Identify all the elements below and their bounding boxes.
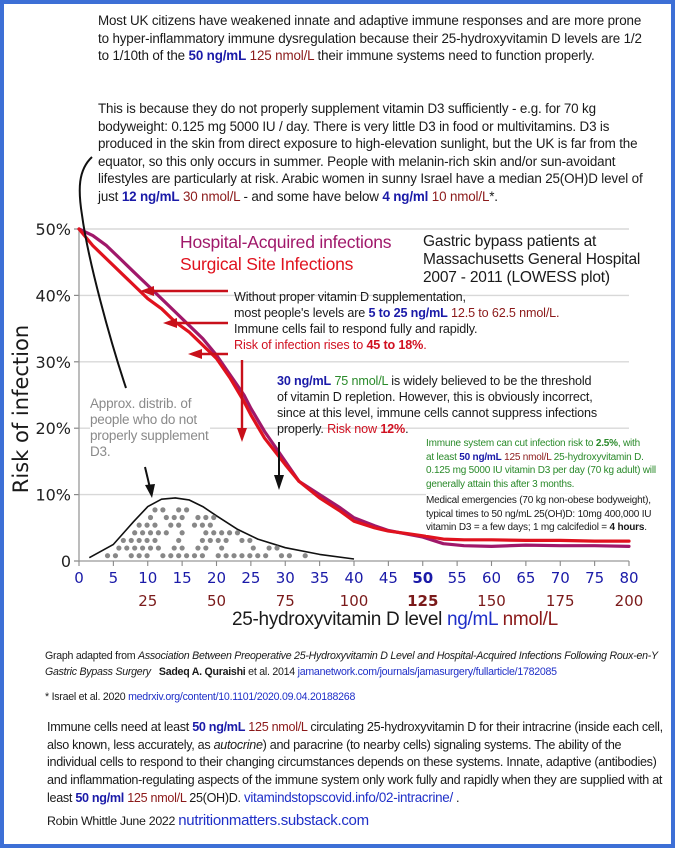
ng-value: 12 ng/mL xyxy=(121,188,180,204)
annotation-text: at least xyxy=(426,451,460,463)
annotation-text: vitamin D3 = a few days; 1 mg calcifediol = xyxy=(426,522,610,533)
citation-link[interactable]: jamanetwork.com/journals/jamasurgery/fullarticle/1782085 xyxy=(297,666,557,678)
x-tick-label-nmol: 50 xyxy=(206,592,227,610)
x-tick-label-ng: 10 xyxy=(138,569,158,587)
intracrine-link[interactable]: vitamindstopscovid.info/02-intracrine/ xyxy=(243,790,453,805)
outro-text: circulating 25-hydroxyvitamin D for their intracrine (inside each cell, also known, less accurately, as xyxy=(47,720,663,752)
annotation-line: of vitamin D repletion. However, this is obviously incorrect, xyxy=(277,390,593,404)
nmol-value: 75 nmol/L xyxy=(331,374,388,388)
x-tick-label-ng: 60 xyxy=(481,569,502,587)
citation-author: Sadeq A. Quraishi xyxy=(158,666,246,678)
nmol-value: 10 nmol/L xyxy=(428,188,490,204)
intro-text: *. xyxy=(489,188,498,204)
annotation-text: 25-hydroxyvitamin D. xyxy=(551,451,644,463)
signature-author: Robin Whittle June 2022 xyxy=(47,814,179,828)
distribution-label: Approx. distrib. of people who do not properly supplement D3. xyxy=(90,396,209,459)
annotation-emergencies xyxy=(426,494,651,535)
intro-text: This is because they do not properly supplement vitamin D3 sufficiently - e.g. for 70 kg bodyweight: 0.125 mg 5000 IU / day. There is very little D3 in food or multivitamins. D3 is produced in the skin from direct exposure to high-elevation sunlight, but the UK is far from the equator, so this only occurs in summer. People with melanin-rich skin and/or sun-avoidant lifestyles are particularly at risk. Arabic women in sunny Israel have a median 25(OH)D level of just xyxy=(98,101,643,204)
intro-text: Most UK citizens have weakened innate and adaptive immune responses and are more prone to hyper-inflammatory immune dysregulation because their 25-hydroxyvitamin D levels are 1/2 to 1/10th of the xyxy=(98,13,642,63)
y-tick-label: 0 xyxy=(60,552,71,571)
ng-value: 5 to 25 ng/mL xyxy=(368,306,448,320)
signature xyxy=(47,812,369,831)
annotation-2-5-percent xyxy=(426,437,656,491)
x-tick-label-ng: 0 xyxy=(74,569,84,587)
annotation-line: Medical emergencies (70 kg non-obese bodyweight), xyxy=(426,495,651,506)
annotation-line: generally attain this after 3 months. xyxy=(426,478,575,490)
risk-value: 12% xyxy=(380,422,406,436)
y-tick-label: 10% xyxy=(35,485,71,505)
x-tick-label-nmol: 25 xyxy=(138,592,158,610)
ng-value: 50 ng/mL xyxy=(459,451,502,463)
nmol-value: 30 nmol/L xyxy=(179,188,240,204)
y-tick-label: 50% xyxy=(35,220,71,239)
footnote-text: * Israel et al. 2020 xyxy=(45,691,129,703)
x-tick-label-ng: 65 xyxy=(516,569,536,587)
x-tick-label-nmol: 100 xyxy=(339,592,369,610)
x-tick-label-ng: 70 xyxy=(550,569,570,587)
x-tick-label-ng: 5 xyxy=(108,569,119,587)
annotation-line: typical times to 50 ng/mL 25(OH)D: 10mg 400,000 IU xyxy=(426,508,652,520)
ng-value: 30 ng/mL xyxy=(277,374,332,388)
x-tick-label-ng: 20 xyxy=(206,569,227,587)
x-tick-label-ng: 50 xyxy=(412,569,434,587)
nmol-value: 125 nmol/L xyxy=(124,791,187,805)
annotation-low-levels xyxy=(234,289,559,353)
x-tick-label-ng: 55 xyxy=(447,569,467,587)
intro-paragraph-2 xyxy=(98,100,658,205)
annotation-text: is widely believed to be the threshold xyxy=(387,374,592,388)
intro-text: their immune systems need to function properly. xyxy=(313,48,595,63)
x-tick-label-nmol: 175 xyxy=(545,592,575,610)
y-axis-label: Risk of infection xyxy=(9,324,33,494)
x-axis-label xyxy=(232,609,558,631)
x-tick-label-nmol: 75 xyxy=(275,592,295,610)
x-tick-label-ng: 45 xyxy=(378,569,398,587)
annotation-line: Immune cells fail to respond fully and rapidly. xyxy=(234,322,478,336)
intro-text: - and some have below xyxy=(239,188,383,204)
x-tick-label-ng: 35 xyxy=(310,569,330,587)
outro-text: . xyxy=(452,791,460,805)
annotation-text: , with xyxy=(617,438,640,449)
annotation-text: . xyxy=(644,522,647,533)
ng-value: 50 ng/mL xyxy=(192,720,246,734)
citation xyxy=(45,648,660,680)
annotation-text: . xyxy=(405,422,409,436)
ng-value: 50 ng/mL xyxy=(188,48,247,63)
x-axis-unit-ng: ng/mL xyxy=(447,609,498,630)
risk-text: Risk now xyxy=(327,422,381,436)
annotation-text: Risk of infection rises to xyxy=(234,338,367,352)
y-tick-label: 40% xyxy=(35,286,71,306)
nmol-value: 125 nmol/L xyxy=(245,720,308,734)
intro-paragraph-1 xyxy=(98,12,643,65)
annotation-line: 0.125 mg 5000 IU vitamin D3 per day (70 kg adult) will xyxy=(426,465,656,476)
y-tick-label: 30% xyxy=(35,352,71,372)
x-tick-label-ng: 15 xyxy=(172,569,192,587)
chart-legend xyxy=(180,231,391,275)
footnote-link[interactable]: medrxiv.org/content/10.1101/2020.09.04.20188268 xyxy=(128,691,356,703)
citation-text: Graph adapted from xyxy=(45,650,139,662)
outro-text: ) and paracrine (to nearby cells) signaling systems. The ability of the individual cells to respond to their changing circumstances depends on these systems. Innate, adaptive (antibodies) and inflammation-regulating aspects of the immune system only work fully and rapidly when they are supplied with at least xyxy=(47,737,663,805)
annotation-line: Without proper vitamin D supplementation, xyxy=(234,290,466,304)
citation-text: et al. 2014 xyxy=(245,666,298,678)
substack-link[interactable]: nutritionmatters.substack.com xyxy=(178,812,369,829)
x-tick-label-ng: 25 xyxy=(241,569,261,587)
x-tick-label-ng: 30 xyxy=(275,569,295,587)
citation-title: Association Between Preoperative 25-Hydroxyvitamin D Level and Hospital-Acquired Infections Following Roux-en-Y Gastric Bypass Surgery xyxy=(45,650,658,678)
ng-value: 4 ng/ml xyxy=(382,188,429,204)
outro-text: 25(OH)D. xyxy=(186,791,244,805)
time-value: 4 hours xyxy=(609,522,645,533)
x-tick-label-nmol: 150 xyxy=(477,592,506,610)
annotation-text: . xyxy=(423,338,427,352)
legend-hospital-acquired: Hospital-Acquired infections xyxy=(180,232,392,252)
outro-paragraph xyxy=(47,719,667,808)
risk-range: 45 to 18% xyxy=(366,338,424,352)
x-axis-title: 25-hydroxyvitamin D level xyxy=(232,609,443,630)
nmol-value: 125 nmol/L xyxy=(501,451,552,463)
x-tick-label-nmol: 200 xyxy=(614,592,644,610)
outro-text: Immune cells need at least xyxy=(47,720,193,734)
annotation-text: most people's levels are xyxy=(234,306,369,320)
footnote xyxy=(45,690,355,704)
nmol-value: 125 nmol/L xyxy=(246,48,314,63)
x-tick-label-ng: 40 xyxy=(344,569,364,587)
nmol-value: 12.5 to 62.5 nmol/L. xyxy=(447,306,560,320)
y-tick-label: 20% xyxy=(35,419,71,439)
x-tick-label-ng: 80 xyxy=(619,569,639,587)
chart-title: Gastric bypass patients at Massachusetts General Hospital 2007 - 2011 (LOWESS plot) xyxy=(423,233,641,286)
autocrine-term: autocrine xyxy=(213,737,263,752)
annotation-30ng xyxy=(277,373,597,437)
annotation-text: Immune system can cut infection risk to xyxy=(426,438,596,449)
ng-value: 50 ng/ml xyxy=(75,791,125,805)
annotation-line: since at this level, immune cells cannot suppress infections xyxy=(277,406,597,420)
x-tick-label-ng: 75 xyxy=(585,569,605,587)
annotation-text: properly. xyxy=(277,422,328,436)
risk-value: 2.5% xyxy=(595,438,618,449)
x-axis-unit-nmol: nmol/L xyxy=(502,609,558,630)
legend-surgical-site: Surgical Site Infections xyxy=(180,254,354,274)
x-tick-label-nmol: 125 xyxy=(407,592,439,610)
